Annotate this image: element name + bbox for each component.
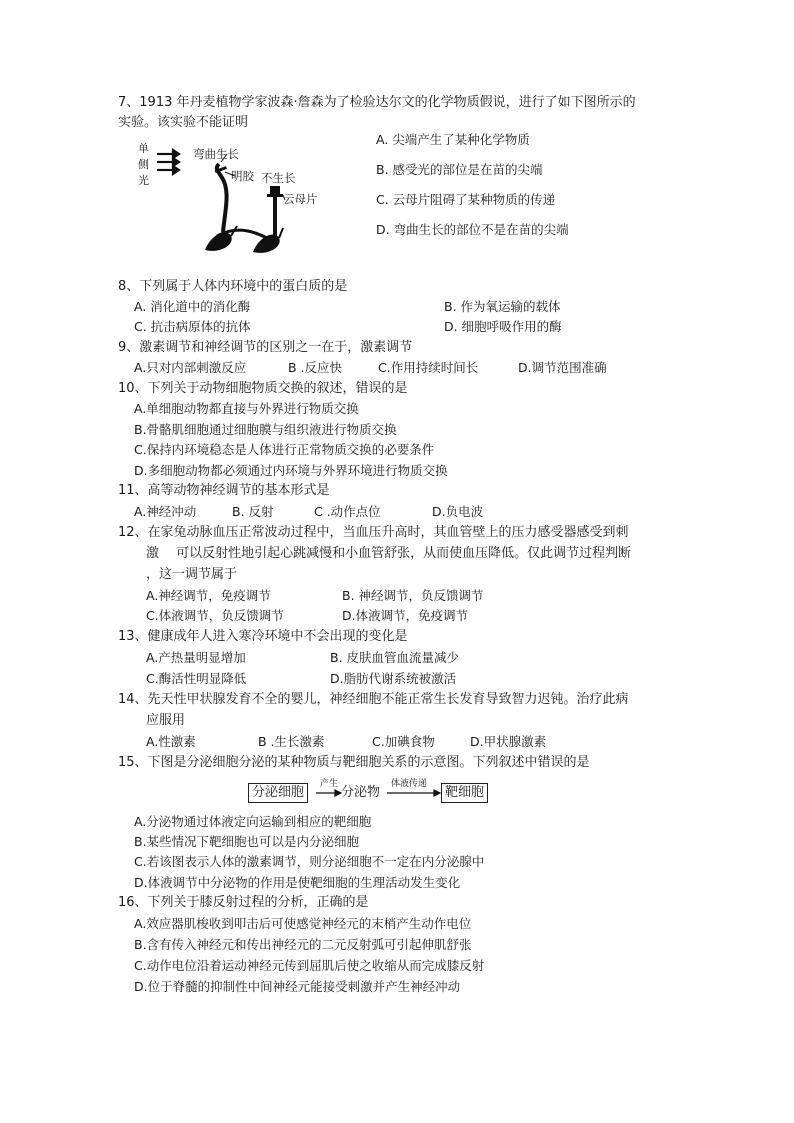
q16-stem: 16、下列关于膝反射过程的分析，正确的是 (118, 895, 369, 910)
q13-stem: 13、健康成年人进入寒冷环境中不会出现的变化是 (118, 629, 408, 644)
q8-option-d: D. 细胞呼吸作用的酶 (444, 319, 562, 334)
bent-seedling-icon (217, 164, 227, 232)
q7-option-b: B. 感受光的部位是在苗的尖端 (376, 162, 543, 177)
q7-option-a: A. 尖端产生了某种化学物质 (376, 132, 530, 147)
q14-stem-line1: 14、先天性甲状腺发育不全的婴儿，神经细胞不能正常生长发育导致智力迟钝。治疗此病 (118, 692, 629, 707)
q8-option-c: C. 抗击病原体的抗体 (134, 319, 251, 334)
secretion-label: 分泌物 (341, 785, 381, 800)
q12-stem-line2: 激 可以反射性地引起心跳减慢和小血管舒张，从而使血压降低。仅此调节过程判断 (146, 546, 632, 561)
q15-option-c: C.若该图表示人体的激素调节，则分泌细胞不一定在内分泌腺中 (134, 854, 485, 869)
label-gelatin: 明胶 (231, 169, 254, 183)
q13-option-b: B. 皮肤血管血流量减少 (330, 650, 460, 665)
light-label-2: 侧 (138, 158, 149, 171)
arrow-icon (316, 790, 341, 796)
q7-stem-line1: 7、1913 年丹麦植物学家波森·詹森为了检验达尔文的化学物质假说，进行了如下图所示的 (118, 95, 636, 110)
label-no-growth: 不生长 (261, 171, 296, 185)
q16-option-c: C.动作电位沿着运动神经元传到屈肌后使之收缩从而完成膝反射 (134, 958, 485, 973)
q14-option-c: C.加碘食物 (372, 734, 435, 749)
produce-label: 产生 (320, 779, 339, 789)
q12-option-b: B. 神经调节，负反馈调节 (342, 588, 484, 603)
q11-stem: 11、高等动物神经调节的基本形式是 (118, 483, 330, 498)
q12-option-d: D.体液调节，免疫调节 (342, 608, 469, 623)
q7-experiment-figure (135, 140, 370, 260)
q8-stem: 8、下列属于人体内环境中的蛋白质的是 (118, 279, 348, 294)
q7-option-d: D. 弯曲生长的部位不是在苗的尖端 (376, 222, 569, 237)
q13-option-c: C.酶活性明显降低 (146, 671, 247, 686)
q9-option-b: B .反应快 (288, 360, 343, 375)
q11-option-b: B. 反射 (232, 504, 274, 519)
q11-option-c: C .动作点位 (314, 504, 381, 519)
light-arrows-icon (157, 150, 179, 174)
q9-option-c: C.作用持续时间长 (378, 360, 479, 375)
q8-option-a: A. 消化道中的消化酶 (134, 299, 251, 314)
q15-stem: 15、下图是分泌细胞分泌的某种物质与靶细胞关系的示意图。下列叙述中错误的是 (118, 755, 590, 770)
q15-option-a: A.分泌物通过体液定向运输到相应的靶细胞 (134, 814, 372, 829)
q14-option-d: D.甲状腺激素 (470, 734, 547, 749)
secretory-cell-box: 分泌细胞 (248, 783, 308, 803)
q12-stem-line1: 12、在家兔动脉血压正常波动过程中，当血压升高时，其血管壁上的压力感受器感受到刺 (118, 525, 629, 540)
q14-stem-line2: 应服用 (146, 713, 186, 728)
q8-option-b: B. 作为氧运输的载体 (444, 299, 561, 314)
q7-stem-line2: 实验。该实验不能证明 (118, 115, 249, 130)
q15-diagram (246, 776, 496, 808)
q10-option-c: C.保持内环境稳态是人体进行正常物质交换的必要条件 (134, 442, 435, 457)
light-label-1: 单 (138, 142, 149, 155)
q9-option-a: A.只对内部刺激反应 (134, 360, 247, 375)
q16-option-b: B.含有传入神经元和传出神经元的二元反射弧可引起伸肌舒张 (134, 937, 472, 952)
q11-option-a: A.神经冲动 (134, 504, 197, 519)
arrow-icon (387, 790, 440, 796)
q14-option-b: B .生长激素 (258, 734, 325, 749)
label-mica: 云母片 (283, 192, 318, 206)
q13-option-a: A.产热量明显增加 (146, 650, 246, 665)
q16-option-d: D.位于脊髓的抑制性中间神经元能接受刺激并产生神经冲动 (134, 979, 461, 994)
q16-option-a: A.效应器肌梭收到叩击后可使感觉神经元的末梢产生动作电位 (134, 916, 472, 931)
seedling-drawing (135, 140, 370, 260)
label-bend-growth: 弯曲生长 (193, 147, 239, 161)
q7-option-c: C. 云母片阻碍了某种物质的传递 (376, 192, 556, 207)
light-label-3: 光 (138, 174, 149, 187)
transport-label: 体液传递 (391, 779, 428, 789)
q15-option-d: D.体液调节中分泌物的作用是使靶细胞的生理活动发生变化 (134, 875, 461, 890)
q12-option-c: C.体液调节，负反馈调节 (146, 608, 284, 623)
target-cell-box: 靶细胞 (441, 783, 488, 803)
q13-option-d: D.脂肪代谢系统被激活 (330, 671, 457, 686)
q10-option-a: A.单细胞动物都直接与外界进行物质交换 (134, 401, 359, 416)
q12-stem-line3: ，这一调节属于 (146, 567, 238, 582)
q10-stem: 10、下列关于动物细胞物质交换的叙述，错误的是 (118, 381, 408, 396)
q10-option-d: D.多细胞动物都必须通过内环境与外界环境进行物质交换 (134, 463, 448, 478)
q10-option-b: B.骨骼肌细胞通过细胞膜与组织液进行物质交换 (134, 422, 397, 437)
q9-option-d: D.调节范围准确 (518, 360, 607, 375)
q11-option-d: D.负电波 (432, 504, 484, 519)
q15-option-b: B.某些情况下靶细胞也可以是内分泌细胞 (134, 834, 360, 849)
q14-option-a: A.性激素 (146, 734, 196, 749)
q12-option-a: A.神经调节，免疫调节 (146, 588, 271, 603)
q9-stem: 9、激素调节和神经调节的区别之一在于，激素调节 (118, 340, 413, 355)
